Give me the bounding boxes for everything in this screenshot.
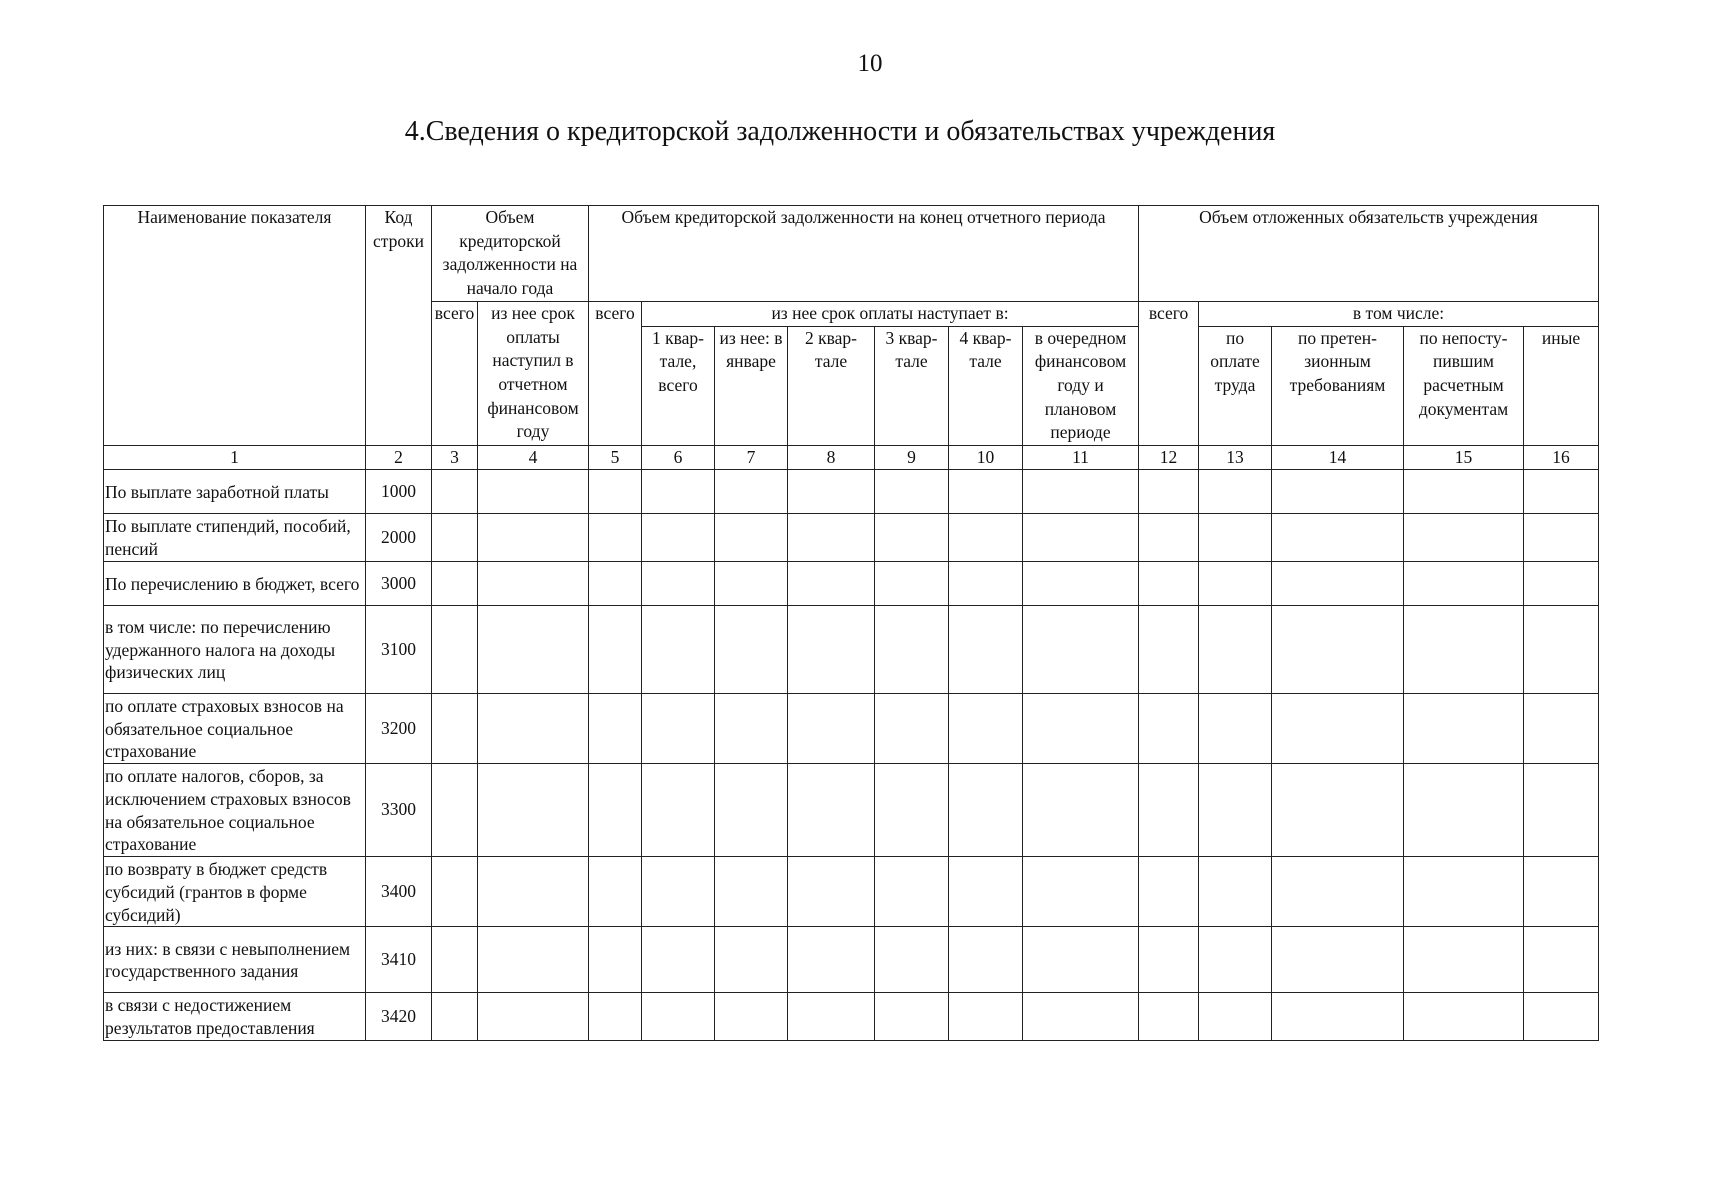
value-cell (1199, 927, 1272, 993)
value-cell (642, 693, 715, 763)
value-cell (1524, 605, 1599, 693)
column-number: 5 (589, 445, 642, 470)
value-cell (949, 993, 1023, 1041)
value-cell (1199, 470, 1272, 514)
header-end-due-group: из нее срок оплаты наступает в: (642, 302, 1139, 327)
value-cell (642, 927, 715, 993)
column-number: 4 (478, 445, 589, 470)
table-row (104, 561, 1599, 605)
header-q3: 3 квар-тале (875, 326, 949, 445)
row-code: 1000 (366, 470, 432, 514)
value-cell (432, 993, 478, 1041)
value-cell (1199, 764, 1272, 857)
value-cell (1404, 605, 1524, 693)
value-cell (478, 993, 589, 1041)
row-code: 3200 (366, 693, 432, 763)
row-code: 3300 (366, 764, 432, 857)
value-cell (1139, 561, 1199, 605)
header-deferred-total: всего (1139, 302, 1199, 446)
header-start-due: из нее срок оплаты наступил в отчетном финансовом году (478, 302, 589, 446)
value-cell (875, 993, 949, 1041)
table-row (104, 514, 1599, 562)
value-cell (715, 927, 788, 993)
value-cell (642, 764, 715, 857)
value-cell (788, 605, 875, 693)
value-cell (478, 764, 589, 857)
value-cell (715, 764, 788, 857)
value-cell (1272, 470, 1404, 514)
value-cell (1404, 470, 1524, 514)
value-cell (1404, 561, 1524, 605)
value-cell (1199, 857, 1272, 927)
value-cell (642, 470, 715, 514)
value-cell (1524, 857, 1599, 927)
column-number: 8 (788, 445, 875, 470)
value-cell (478, 470, 589, 514)
value-cell (589, 993, 642, 1041)
value-cell (1139, 764, 1199, 857)
value-cell (875, 857, 949, 927)
value-cell (949, 514, 1023, 562)
document-title: 4.Сведения о кредиторской задолженности и обязательствах учреждения (404, 116, 1276, 147)
value-cell (1404, 993, 1524, 1041)
value-cell (1139, 993, 1199, 1041)
column-number: 9 (875, 445, 949, 470)
value-cell (432, 514, 478, 562)
value-cell (875, 764, 949, 857)
value-cell (1139, 927, 1199, 993)
value-cell (478, 857, 589, 927)
header-start-total: всего (432, 302, 478, 446)
value-cell (1404, 927, 1524, 993)
value-cell (1139, 857, 1199, 927)
value-cell (1272, 693, 1404, 763)
value-cell (875, 470, 949, 514)
column-number: 11 (1023, 445, 1139, 470)
value-cell (875, 927, 949, 993)
table-row (104, 927, 1599, 993)
value-cell (1404, 514, 1524, 562)
column-number: 16 (1524, 445, 1599, 470)
header-next-year: в очередном финансовом году и плановом периоде (1023, 326, 1139, 445)
value-cell (715, 857, 788, 927)
value-cell (432, 561, 478, 605)
column-number: 14 (1272, 445, 1404, 470)
value-cell (432, 857, 478, 927)
row-label: По перечислению в бюджет, всего (104, 561, 366, 605)
value-cell (1199, 514, 1272, 562)
row-code: 3100 (366, 605, 432, 693)
header-labor: по оплате труда (1199, 326, 1272, 445)
value-cell (949, 561, 1023, 605)
column-number: 10 (949, 445, 1023, 470)
header-other: иные (1524, 326, 1599, 445)
value-cell (1524, 693, 1599, 763)
value-cell (788, 857, 875, 927)
header-deferred-including: в том числе: (1199, 302, 1599, 327)
value-cell (949, 927, 1023, 993)
value-cell (478, 927, 589, 993)
value-cell (1023, 857, 1139, 927)
value-cell (1139, 470, 1199, 514)
value-cell (589, 561, 642, 605)
value-cell (715, 605, 788, 693)
value-cell (715, 514, 788, 562)
value-cell (1199, 605, 1272, 693)
header-q1-total: 1 квар-тале, всего (642, 326, 715, 445)
value-cell (432, 927, 478, 993)
column-number: 1 (104, 445, 366, 470)
value-cell (432, 470, 478, 514)
value-cell (1404, 764, 1524, 857)
header-q1-january: из нее: в январе (715, 326, 788, 445)
value-cell (642, 605, 715, 693)
value-cell (788, 470, 875, 514)
value-cell (1524, 927, 1599, 993)
value-cell (788, 514, 875, 562)
value-cell (949, 857, 1023, 927)
row-label: По выплате стипендий, пособий, пенсий (104, 514, 366, 562)
value-cell (478, 514, 589, 562)
value-cell (1272, 605, 1404, 693)
value-cell (432, 605, 478, 693)
header-deferred: Объем отложенных обязательств учреждения (1139, 206, 1599, 302)
value-cell (1023, 764, 1139, 857)
value-cell (1139, 605, 1199, 693)
table-row (104, 764, 1599, 857)
value-cell (432, 693, 478, 763)
value-cell (642, 993, 715, 1041)
column-number: 7 (715, 445, 788, 470)
value-cell (1199, 993, 1272, 1041)
row-label: по оплате страховых взносов на обязательное социальное страхование (104, 693, 366, 763)
header-missing-docs: по непосту-пившим расчетным документам (1404, 326, 1524, 445)
column-number: 2 (366, 445, 432, 470)
column-number: 6 (642, 445, 715, 470)
value-cell (875, 693, 949, 763)
row-label: по возврату в бюджет средств субсидий (грантов в форме субсидий) (104, 857, 366, 927)
value-cell (1272, 514, 1404, 562)
header-q2: 2 квар-тале (788, 326, 875, 445)
value-cell (1199, 561, 1272, 605)
value-cell (1023, 693, 1139, 763)
creditor-debt-table (103, 205, 1599, 1041)
value-cell (715, 470, 788, 514)
table-row (104, 605, 1599, 693)
value-cell (1023, 993, 1139, 1041)
value-cell (589, 764, 642, 857)
value-cell (1023, 470, 1139, 514)
value-cell (875, 605, 949, 693)
page-number: 10 (857, 50, 883, 77)
row-code: 3400 (366, 857, 432, 927)
row-code: 2000 (366, 514, 432, 562)
value-cell (1272, 927, 1404, 993)
value-cell (432, 764, 478, 857)
value-cell (1272, 764, 1404, 857)
row-code: 3420 (366, 993, 432, 1041)
value-cell (478, 561, 589, 605)
table-row (104, 470, 1599, 514)
value-cell (1524, 561, 1599, 605)
value-cell (875, 514, 949, 562)
value-cell (1524, 993, 1599, 1041)
value-cell (788, 993, 875, 1041)
header-code: Код строки (366, 206, 432, 446)
row-label: в связи с недостижением результатов предоставления (104, 993, 366, 1041)
value-cell (478, 693, 589, 763)
value-cell (1023, 927, 1139, 993)
value-cell (1404, 857, 1524, 927)
value-cell (875, 561, 949, 605)
column-number-row (104, 445, 1599, 470)
value-cell (642, 561, 715, 605)
value-cell (589, 693, 642, 763)
header-end-total: всего (589, 302, 642, 446)
value-cell (1023, 605, 1139, 693)
row-label: по оплате налогов, сборов, за исключением страховых взносов на обязательное социальное страхование (104, 764, 366, 857)
value-cell (1139, 693, 1199, 763)
row-code: 3410 (366, 927, 432, 993)
value-cell (589, 514, 642, 562)
column-number: 3 (432, 445, 478, 470)
value-cell (1524, 470, 1599, 514)
value-cell (788, 927, 875, 993)
header-end-period: Объем кредиторской задолженности на конец отчетного периода (589, 206, 1139, 302)
column-number: 13 (1199, 445, 1272, 470)
value-cell (1272, 857, 1404, 927)
row-label: из них: в связи с невыполнением государственного задания (104, 927, 366, 993)
value-cell (642, 514, 715, 562)
table-row (104, 857, 1599, 927)
header-start-year: Объем кредиторской задолженности на начало года (432, 206, 589, 302)
value-cell (949, 693, 1023, 763)
value-cell (589, 605, 642, 693)
value-cell (589, 857, 642, 927)
value-cell (589, 470, 642, 514)
table-row (104, 693, 1599, 763)
value-cell (949, 470, 1023, 514)
value-cell (715, 561, 788, 605)
value-cell (788, 764, 875, 857)
column-number: 15 (1404, 445, 1524, 470)
value-cell (949, 764, 1023, 857)
value-cell (642, 857, 715, 927)
value-cell (788, 693, 875, 763)
value-cell (1199, 693, 1272, 763)
value-cell (715, 693, 788, 763)
header-q4: 4 квар-тале (949, 326, 1023, 445)
value-cell (1023, 514, 1139, 562)
value-cell (949, 605, 1023, 693)
header-claims: по претен-зионным требованиям (1272, 326, 1404, 445)
value-cell (1272, 993, 1404, 1041)
table-row (104, 993, 1599, 1041)
value-cell (1404, 693, 1524, 763)
value-cell (1139, 514, 1199, 562)
column-number: 12 (1139, 445, 1199, 470)
value-cell (1524, 514, 1599, 562)
value-cell (715, 993, 788, 1041)
value-cell (589, 927, 642, 993)
row-code: 3000 (366, 561, 432, 605)
value-cell (1023, 561, 1139, 605)
header-name: Наименование показателя (104, 206, 366, 446)
value-cell (788, 561, 875, 605)
value-cell (1272, 561, 1404, 605)
value-cell (478, 605, 589, 693)
row-label: в том числе: по перечислению удержанного налога на доходы физических лиц (104, 605, 366, 693)
value-cell (1524, 764, 1599, 857)
row-label: По выплате заработной платы (104, 470, 366, 514)
